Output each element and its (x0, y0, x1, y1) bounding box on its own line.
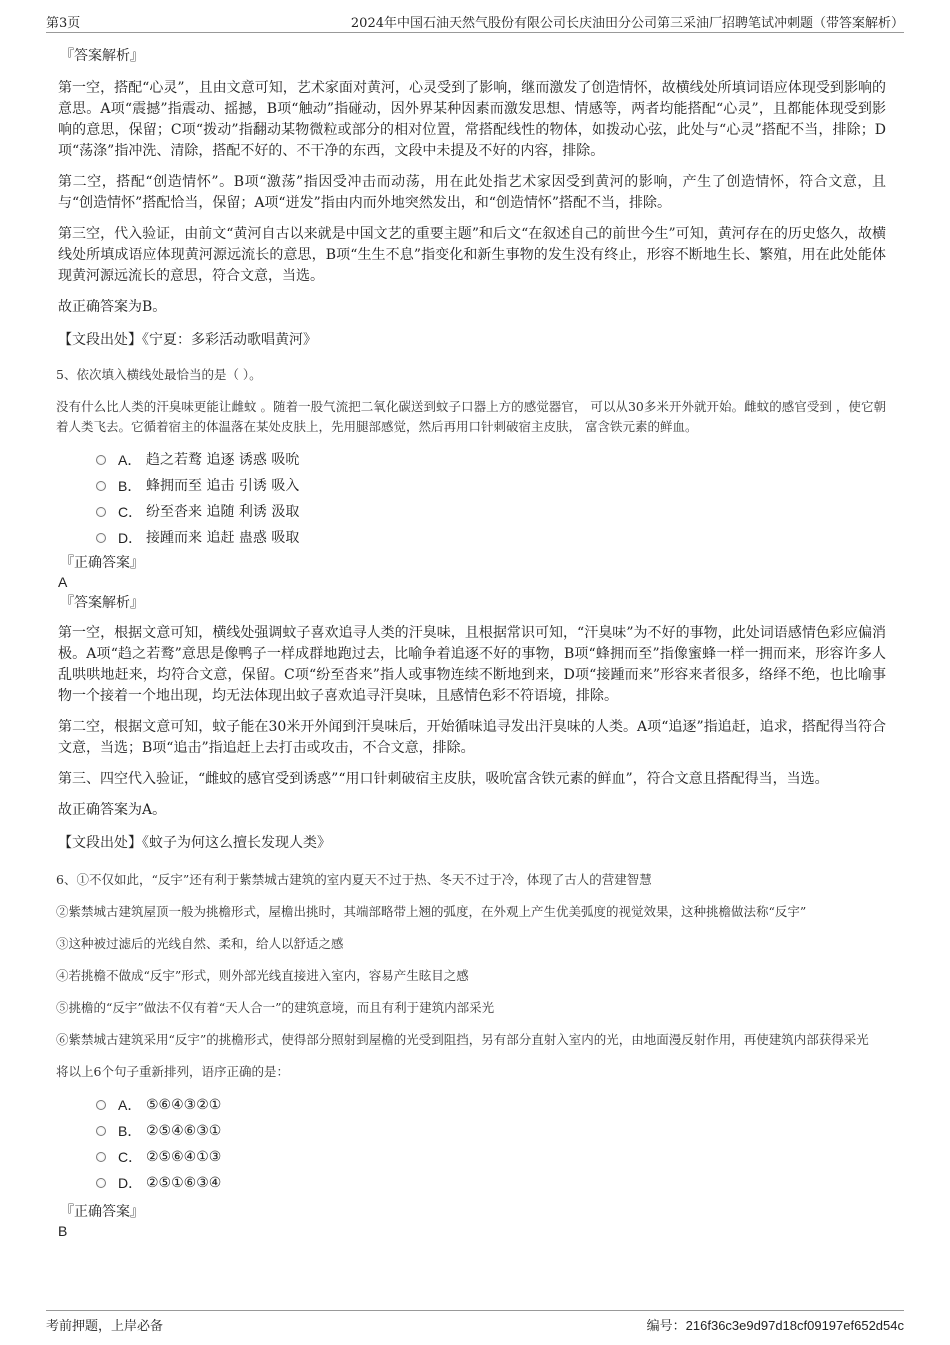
option-letter: A． (118, 452, 142, 468)
q6-correct-label: 『正确答案』 (60, 1204, 144, 1220)
document-title: 2024年中国石油天然气股份有限公司长庆油田分公司第三采油厂招聘笔试冲刺题（带答案解析） (350, 16, 904, 31)
q5-conclusion: 故正确答案为A。 (58, 802, 167, 818)
q5-passage: 没有什么比人类的汗臭味更能让雌蚊 。随着一股气流把二氧化碳送到蚊子口器上方的感觉器官， 可以从30多米开外就开始。雌蚊的感官受到 ，使它朝着人类飞去。它循着宿主的体温落在某处皮肤上，先用腿部感觉，然后再用口针刺破宿主皮肤， 富含铁元素的鲜血。 (56, 399, 886, 434)
radio-button[interactable] (96, 1126, 106, 1136)
radio-button[interactable] (96, 1100, 106, 1110)
q5-analysis-para-2: 第二空，根据文意可知，蚊子能在30米开外闻到汗臭味后，开始循味追寻发出汗臭味的人类。A项“追逐”指追赶，追求，搭配得当符合文意，当选；B项“追击”指追赶上去打击或攻击，不合文意，排除。 (58, 719, 886, 756)
q6-option-c[interactable] (96, 1144, 886, 1170)
q6-option-a[interactable] (96, 1092, 886, 1118)
q5-analysis-para-1: 第一空，根据文意可知，横线处强调蚊子喜欢追寻人类的汗臭味，且根据常识可知，“汗臭味”为不好的事物，此处词语感情色彩应偏消极。A项“趋之若鹜”意思是像鸭子一样成群地跑过去，比喻争着追逐不好的事物，B项“蜂拥而至”指像蜜蜂一样一拥而来，形容许多人乱哄哄地赶来，均符合文意，保留。C项“纷至沓来”指人或事物连续不断地到来，D项“接踵而来”形容来者很多，络绎不绝，也比喻事物一个接着一个地出现，均无法体现出蚊子喜欢追寻汗臭味，且感情色彩不符语境，排除。 (58, 625, 886, 704)
q5-options (96, 447, 886, 551)
option-letter: C． (118, 1149, 143, 1165)
footer-slogan: 考前押题，上岸必备 (46, 1319, 164, 1334)
q6-sentence-6: ⑥紫禁城古建筑采用“反宇”的挑檐形式，使得部分照射到屋檐的光受到阻挡，另有部分直射入室内的光，由地面漫反射作用，再使建筑内部获得采光 (56, 1032, 869, 1047)
radio-button[interactable] (96, 481, 106, 491)
option-text: 接踵而来 追赶 蛊惑 吸取 (146, 530, 300, 546)
q5-question: 5、依次填入横线处最恰当的是（ ）。 (56, 367, 262, 382)
option-text: ②⑤⑥④①③ (146, 1149, 222, 1165)
q5-option-a[interactable] (96, 447, 886, 473)
q5-correct-answer: A (58, 574, 68, 590)
option-text: ②⑤④⑥③① (146, 1123, 222, 1139)
q6-sentence-5: ⑤挑檐的“反宇”做法不仅有着“天人合一”的建筑意境，而且有利于建筑内部采光 (56, 1000, 495, 1015)
q6-sentence-4: ④若挑檐不做成“反宇”形式，则外部光线直接进入室内，容易产生眩目之感 (56, 968, 469, 983)
q5-analysis-label: 『答案解析』 (60, 595, 144, 611)
document-id: 编号：216f36c3e9d97d18cf09197ef652d54c (646, 1318, 904, 1333)
q6-prompt: 将以上6个句子重新排列，语序正确的是： (56, 1064, 289, 1079)
document-body (56, 40, 886, 1240)
q4-analysis-label: 『答案解析』 (60, 48, 144, 64)
q5-source: 【文段出处】《蚊子为何这么擅长发现人类》 (58, 835, 331, 851)
q6-sentence-1: 6、①不仅如此，“反宇”还有利于紫禁城古建筑的室内夏天不过于热、冬天不过于冷，体现了古人的营建智慧 (56, 872, 652, 887)
option-letter: C． (118, 504, 143, 520)
option-text: 蜂拥而至 追击 引诱 吸入 (146, 478, 300, 494)
q5-option-c[interactable] (96, 499, 886, 525)
option-letter: D． (118, 530, 143, 546)
option-text: 纷至沓来 追随 利诱 汲取 (146, 504, 300, 520)
option-text: ⑤⑥④③②① (146, 1097, 222, 1113)
option-letter: B． (118, 1123, 142, 1139)
q4-analysis-para-3: 第三空，代入验证，由前文“黄河自古以来就是中国文艺的重要主题”和后文“在叙述自己的前世今生”可知，黄河存在的历史悠久，故横线处所填成语应体现黄河源远流长的意思，B项“生生不息”指变化和新生事物的发生没有终止，形容不断地生长、繁殖，用在此处能体现黄河源远流长的意思，符合文意，当选。 (58, 226, 886, 284)
q6-correct-answer: B (58, 1223, 68, 1239)
q5-correct-label: 『正确答案』 (60, 555, 144, 571)
q4-conclusion: 故正确答案为B。 (58, 299, 167, 315)
page-footer (46, 1310, 904, 1334)
page-number: 第3页 (46, 16, 81, 31)
q5-option-d[interactable] (96, 525, 886, 551)
radio-button[interactable] (96, 1152, 106, 1162)
radio-button[interactable] (96, 455, 106, 465)
q6-sentence-3: ③这种被过滤后的光线自然、柔和，给人以舒适之感 (56, 936, 344, 951)
q6-sentence-2: ②紫禁城古建筑屋顶一般为挑檐形式，屋檐出挑时，其端部略带上翘的弧度，在外观上产生优美弧度的视觉效果，这种挑檐做法称“反宇” (56, 904, 807, 919)
q5-analysis-para-3: 第三、四空代入验证，“雌蚊的感官受到诱惑”“用口针刺破宿主皮肤，吸吮富含铁元素的鲜血”，符合文意且搭配得当，当选。 (58, 771, 829, 787)
option-letter: D． (118, 1175, 143, 1191)
q4-analysis-para-1: 第一空，搭配“心灵”，且由文意可知，艺术家面对黄河，心灵受到了影响，继而激发了创造情怀，故横线处所填词语应体现受到影响的意思。A项“震撼”指震动、摇撼，B项“触动”指碰动，因外界某种因素而激发思想、情感等，两者均能搭配“心灵”，且都能体现受到影响的意思，保留；C项“拨动”指翻动某物微粒或部分的相对位置，常搭配线性的物体，如拨动心弦，此处与“心灵”搭配不当，排除；D项“荡涤”指冲洗、清除，搭配不好的、不干净的东西，文段中未提及不好的内容，排除。 (58, 80, 886, 159)
q6-option-d[interactable] (96, 1170, 886, 1196)
q6-option-b[interactable] (96, 1118, 886, 1144)
option-letter: A． (118, 1097, 142, 1113)
page-header (46, 12, 904, 33)
radio-button[interactable] (96, 533, 106, 543)
q4-source: 【文段出处】《宁夏：多彩活动歌唱黄河》 (58, 332, 317, 348)
option-letter: B． (118, 478, 142, 494)
q4-analysis-para-2: 第二空，搭配“创造情怀”。B项“激荡”指因受冲击而动荡，用在此处指艺术家因受到黄河的影响，产生了创造情怀，符合文意，且与“创造情怀”搭配恰当，保留；A项“迸发”指由内而外地突然发出，和“创造情怀”搭配不当，排除。 (58, 174, 886, 211)
option-text: ②⑤①⑥③④ (146, 1175, 222, 1191)
option-text: 趋之若鹜 追逐 诱惑 吸吮 (146, 452, 300, 468)
radio-button[interactable] (96, 507, 106, 517)
radio-button[interactable] (96, 1178, 106, 1188)
q5-option-b[interactable] (96, 473, 886, 499)
q6-options (96, 1092, 886, 1196)
